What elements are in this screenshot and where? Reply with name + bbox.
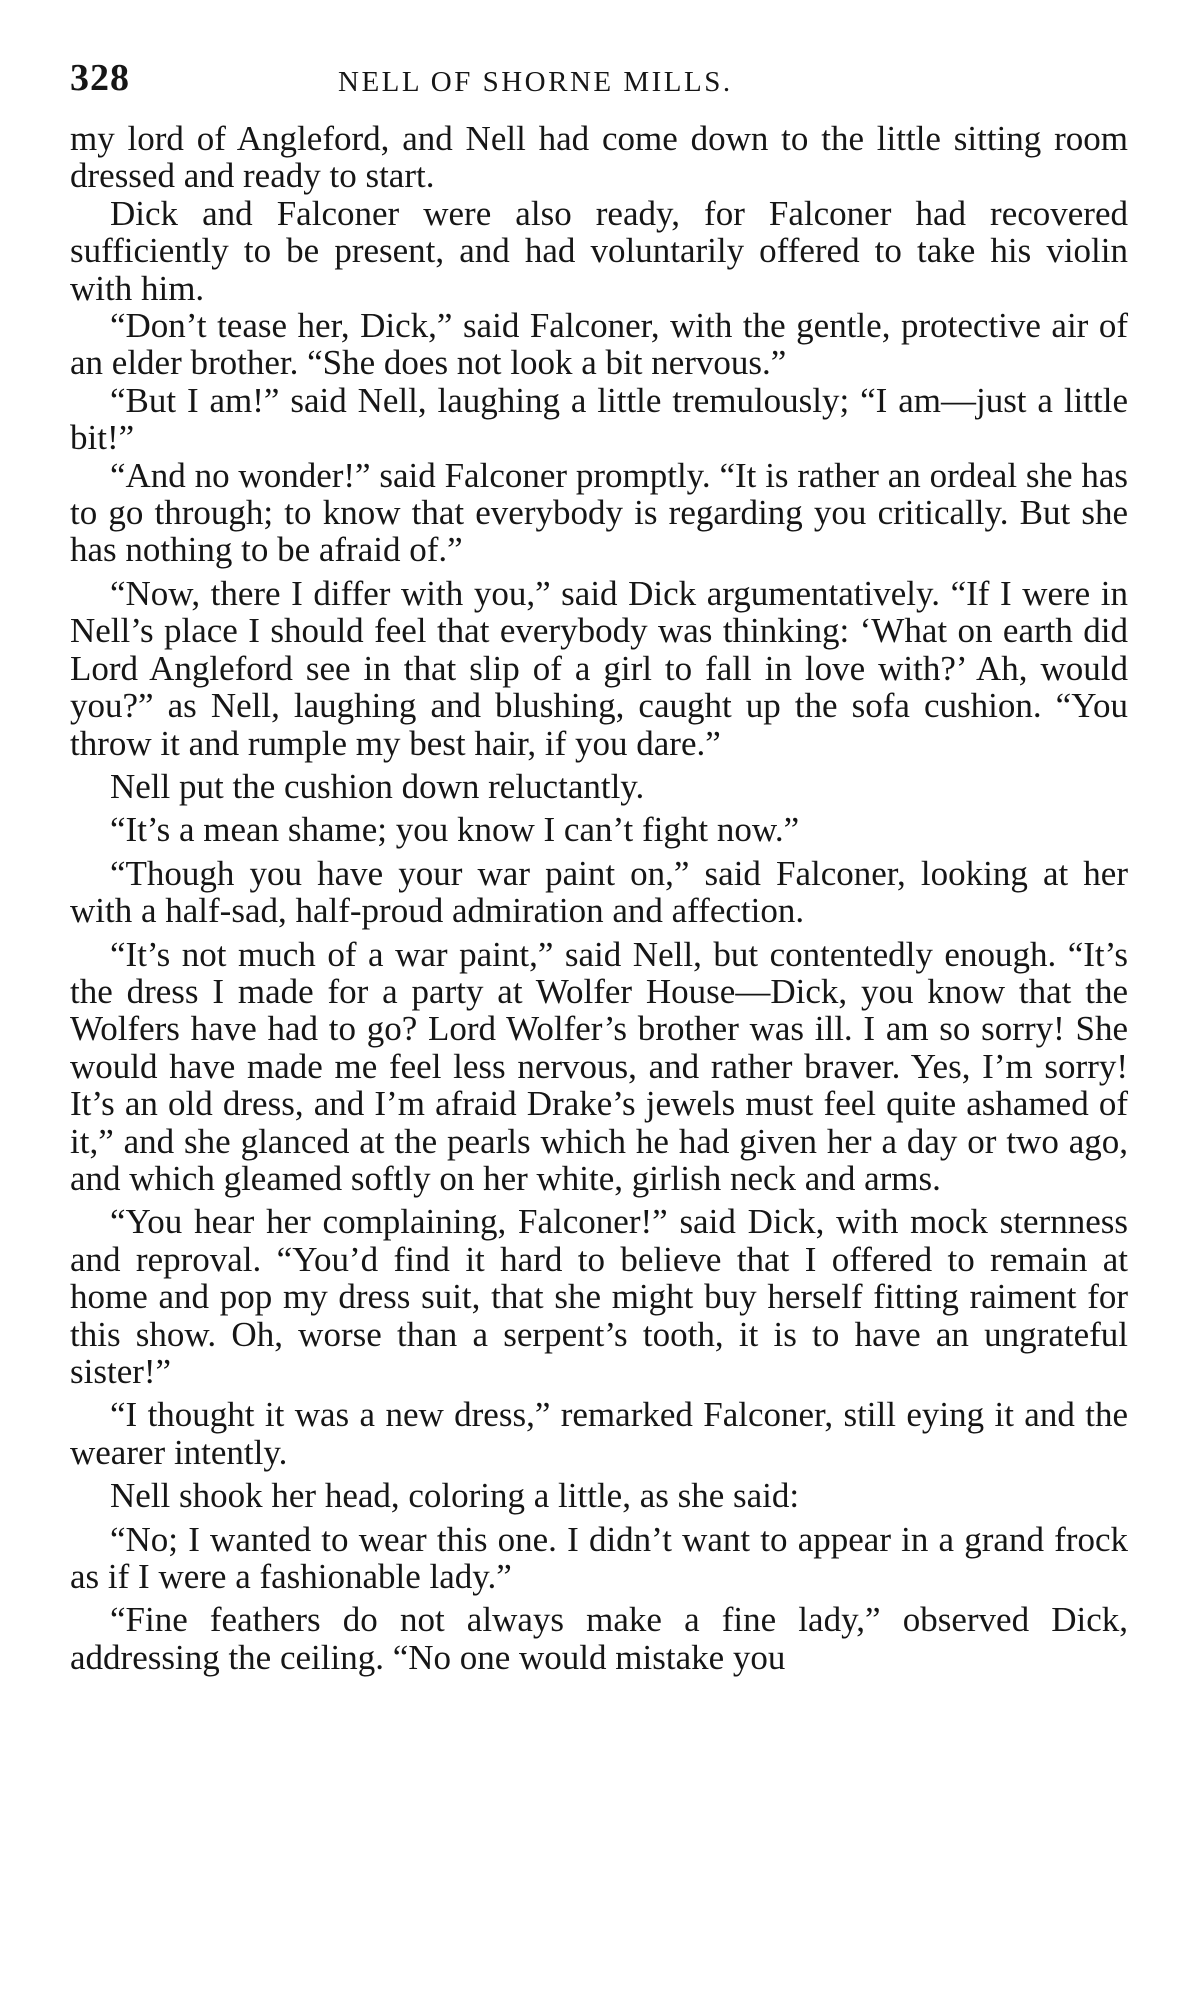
- paragraph: “It’s not much of a war paint,” said Nell, but contentedly enough. “It’s the dress I made for a party at Wolfer House—Dick, you know that the Wolfers have had to go? Lord Wolfer’s brother was ill. I am so sorry! She would have made me feel less nervous, and rather braver. Yes, I’m sorry! It’s an old dress, and I’m afraid Drake’s jewels must feel quite ashamed of it,” and she glanced at the pearls which he had given her a day or two ago, and which gleamed softly on her white, girlish neck and arms.: [70, 934, 1128, 1198]
- paragraph: “Fine feathers do not always make a fine lady,” observed Dick, addressing the ceiling. “No one would mistake you: [70, 1600, 1128, 1677]
- paragraph: “Though you have your war paint on,” said Falconer, looking at her with a half-sad, half-proud admiration and affection.: [70, 853, 1128, 931]
- paragraph: “But I am!” said Nell, laughing a little tremulously; “I am—just a little bit!”: [70, 380, 1128, 458]
- paragraph: “You hear her complaining, Falconer!” said Dick, with mock sternness and reproval. “You’d find it hard to believe that I offered to remain at home and pop my dress suit, that she might buy herself fitting raiment for this show. Oh, worse than a serpent’s tooth, it is to have an ungrateful sister!”: [70, 1202, 1128, 1391]
- paragraph: Nell shook her head, coloring a little, as she said:: [110, 1476, 800, 1516]
- paragraph: “Now, there I differ with you,” said Dick argumentatively. “If I were in Nell’s place I should feel that everybody was thinking: ‘What on earth did Lord Angleford see in that slip of a girl to fall in love with?’ Ah, would you?” as Nell, laughing and blushing, caught up the sofa cushion. “You throw it and rumple my best hair, if you dare.”: [70, 573, 1128, 763]
- paragraph: “No; I wanted to wear this one. I didn’t want to appear in a grand frock as if I were a fashionable lady.”: [70, 1519, 1128, 1597]
- paragraph: “I thought it was a new dress,” remarked Falconer, still eying it and the wearer intently.: [70, 1395, 1128, 1472]
- body-text: [70, 120, 1128, 1676]
- paragraph: “Don’t tease her, Dick,” said Falconer, with the gentle, protective air of an elder brother. “She does not look a bit nervous.”: [70, 306, 1128, 383]
- running-title: NELL OF SHORNE MILLS.: [338, 66, 733, 98]
- page-number: 328: [70, 57, 130, 99]
- paragraph: “And no wonder!” said Falconer promptly. “It is rather an ordeal she has to go through; to know that everybody is regarding you critically. But she has nothing to be afraid of.”: [70, 455, 1128, 570]
- paragraph: my lord of Angleford, and Nell had come down to the little sitting room dressed and ready to start.: [70, 119, 1128, 196]
- paragraph: “It’s a mean shame; you know I can’t fight now.”: [110, 810, 800, 850]
- book-page: [70, 56, 1128, 1676]
- paragraph: Nell put the cushion down reluctantly.: [110, 766, 645, 806]
- paragraph: Dick and Falconer were also ready, for Falconer had recovered sufficiently to be present, and had voluntarily offered to take his violin with him.: [70, 193, 1128, 308]
- page-header: [70, 56, 1128, 116]
